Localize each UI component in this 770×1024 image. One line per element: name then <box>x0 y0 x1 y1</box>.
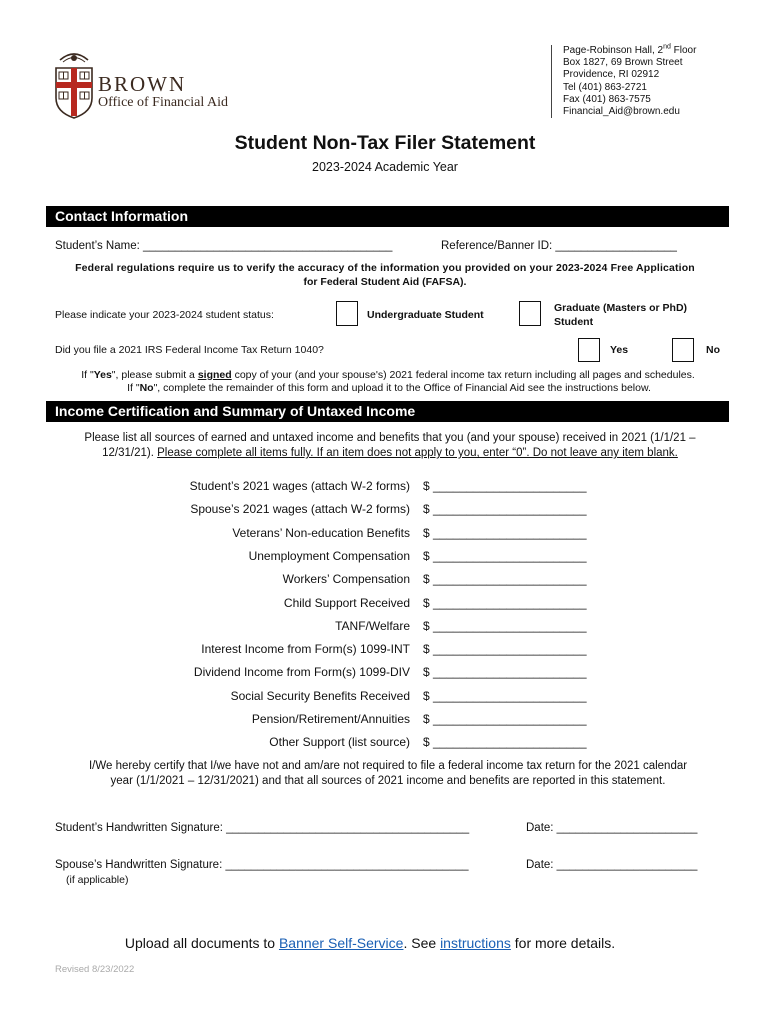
spouse-date-field[interactable]: Date: ______________________ <box>526 859 698 871</box>
income-item-label: Pension/Retirement/Annuities <box>251 712 410 726</box>
income-item-label: Veterans’ Non-education Benefits <box>232 526 410 540</box>
income-amount-field[interactable]: $ _______________________ <box>423 502 587 516</box>
brown-wordmark: BROWN <box>98 72 187 96</box>
page-subtitle: 2023-2024 Academic Year <box>312 160 458 174</box>
income-item-label: Other Support (list source) <box>269 735 410 749</box>
address-line-2: Box 1827, 69 Brown Street <box>563 57 683 69</box>
address-fax: Fax (401) 863-7575 <box>563 93 651 105</box>
income-item-label: Child Support Received <box>283 596 410 610</box>
certification-line-2: year (1/1/2021 – 12/31/2021) and that all sources of 2021 income and benefits are reported in this statement. <box>110 775 666 787</box>
graduate-label-1: Graduate (Masters or PhD) <box>554 302 688 314</box>
no-instructions: If "No", complete the remainder of this form and upload it to the Office of Financial Aid see the instructions below. <box>127 382 651 394</box>
no-label: No <box>706 344 720 356</box>
income-amount-field[interactable]: $ _______________________ <box>423 596 587 610</box>
income-item-label: Spouse’s 2021 wages (attach W-2 forms) <box>190 502 410 516</box>
income-amount-field[interactable]: $ _______________________ <box>423 642 587 656</box>
certification-line-1: I/We hereby certify that I/we have not and am/are not required to file a federal income tax return for the 2021 calendar <box>88 760 688 772</box>
reference-id-field[interactable]: Reference/Banner ID: ___________________ <box>441 240 677 252</box>
address-email: Financial_Aid@brown.edu <box>563 106 680 118</box>
revised-date: Revised 8/23/2022 <box>55 964 135 975</box>
student-name-field[interactable]: Student’s Name: _______________________________________ <box>55 240 393 252</box>
income-intro-line-1: Please list all sources of earned and untaxed income and benefits that you (and your spouse) received in 2021 (1/1/21 – <box>84 432 696 444</box>
income-item-label: Workers’ Compensation <box>282 572 410 586</box>
income-amount-field[interactable]: $ _______________________ <box>423 689 587 703</box>
income-item-label: Dividend Income from Form(s) 1099-DIV <box>193 665 410 679</box>
income-item-label: TANF/Welfare <box>335 619 410 633</box>
income-section-heading: Income Certification and Summary of Untaxed Income <box>46 401 729 422</box>
page-title: Student Non-Tax Filer Statement <box>234 132 536 154</box>
office-address <box>551 45 696 118</box>
yes-checkbox[interactable] <box>578 338 600 362</box>
income-item-label: Student’s 2021 wages (attach W-2 forms) <box>189 479 410 493</box>
income-amount-field[interactable]: $ _______________________ <box>423 619 587 633</box>
undergraduate-label: Undergraduate Student <box>367 309 484 321</box>
address-line-3: Providence, RI 02912 <box>563 69 660 81</box>
income-amount-field[interactable]: $ _______________________ <box>423 712 587 726</box>
income-item-label: Social Security Benefits Received <box>230 689 410 703</box>
income-item-label: Unemployment Compensation <box>248 549 410 563</box>
brown-shield-icon <box>54 50 94 120</box>
student-signature-field[interactable]: Student’s Handwritten Signature: ______________________________________ <box>55 822 470 834</box>
income-intro-line-2: 12/31/21). Please complete all items fully. If an item does not apply to you, enter “0”. Do not leave any item blank. <box>102 447 678 459</box>
income-amount-field[interactable]: $ _______________________ <box>423 572 587 586</box>
tax-return-question: Did you file a 2021 IRS Federal Income Tax Return 1040? <box>55 344 324 356</box>
upload-instructions: Upload all documents to Banner Self-Service. See instructions for more details. <box>124 935 616 951</box>
address-line-1: Page-Robinson Hall, 2nd Floor <box>563 43 697 56</box>
undergraduate-checkbox[interactable] <box>336 301 358 326</box>
yes-label: Yes <box>610 344 629 356</box>
income-amount-field[interactable]: $ _______________________ <box>423 735 587 749</box>
banner-self-service-link[interactable]: Banner Self-Service <box>278 935 404 951</box>
income-amount-field[interactable]: $ _______________________ <box>423 479 587 493</box>
spouse-signature-field[interactable]: Spouse’s Handwritten Signature: ______________________________________ <box>55 859 469 871</box>
income-amount-field[interactable]: $ _______________________ <box>423 549 587 563</box>
if-applicable-note: (if applicable) <box>66 874 129 886</box>
federal-regulations-note-2: for Federal Student Aid (FAFSA). <box>303 276 467 288</box>
graduate-checkbox[interactable] <box>519 301 541 326</box>
contact-section-heading: Contact Information <box>46 206 729 227</box>
federal-regulations-note-1: Federal regulations require us to verify the accuracy of the information you provided on your 2023-2024 Free Application <box>75 262 695 274</box>
office-name: Office of Financial Aid <box>98 95 228 110</box>
yes-instructions: If "Yes", please submit a signed copy of your (and your spouse's) 2021 federal income tax return including all pages and schedules. <box>81 369 695 381</box>
student-date-field[interactable]: Date: ______________________ <box>526 822 698 834</box>
no-checkbox[interactable] <box>672 338 694 362</box>
graduate-label-2: Student <box>554 316 594 328</box>
income-amount-field[interactable]: $ _______________________ <box>423 665 587 679</box>
income-amount-field[interactable]: $ _______________________ <box>423 526 587 540</box>
student-status-label: Please indicate your 2023-2024 student status: <box>55 309 274 321</box>
instructions-link[interactable]: instructions <box>440 935 511 951</box>
address-phone: Tel (401) 863-2721 <box>563 81 647 93</box>
income-item-label: Interest Income from Form(s) 1099-INT <box>201 642 410 656</box>
